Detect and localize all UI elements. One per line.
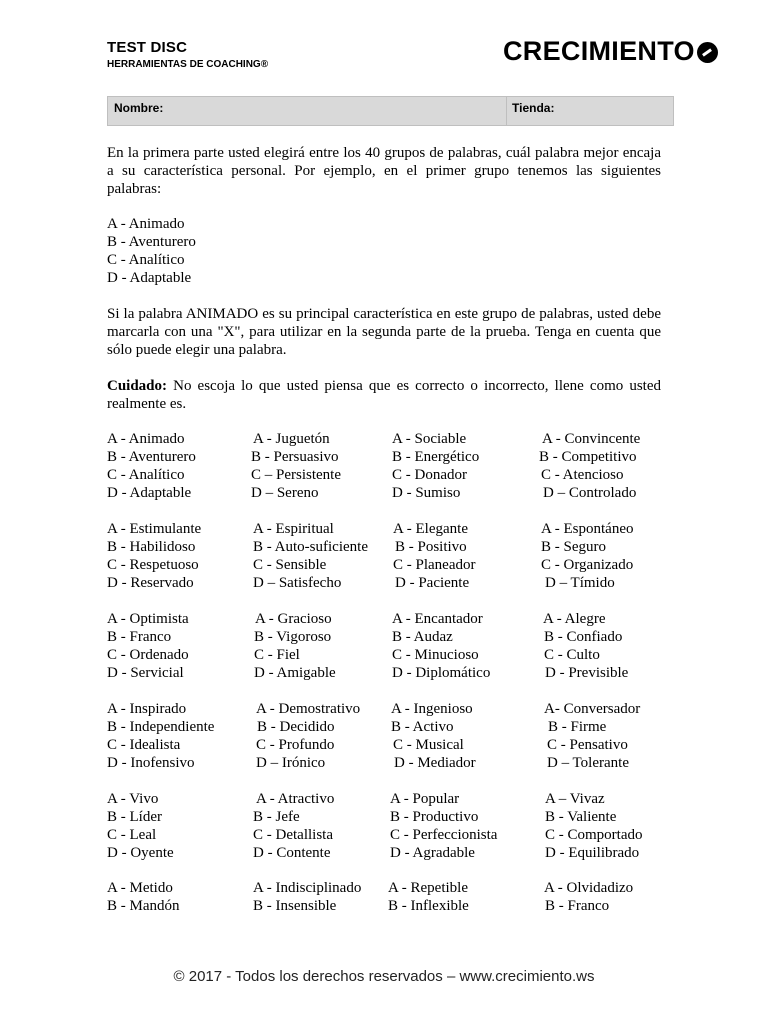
word-option: C - Perfeccionista bbox=[390, 827, 498, 843]
form-header-box bbox=[107, 96, 674, 126]
word-option: A - Sociable bbox=[392, 431, 467, 447]
word-option: D – Sereno bbox=[251, 485, 319, 501]
word-group bbox=[544, 700, 640, 772]
word-option: D - Sumiso bbox=[392, 485, 461, 501]
word-option: B - Audaz bbox=[392, 629, 453, 645]
document-subtitle: HERRAMIENTAS DE COACHING® bbox=[107, 59, 269, 70]
caution-label: Cuidado: bbox=[107, 378, 168, 394]
word-option: B - Valiente bbox=[545, 809, 617, 825]
example-item: A - Animado bbox=[107, 216, 185, 232]
word-group bbox=[392, 610, 490, 682]
word-option: C - Fiel bbox=[254, 647, 300, 663]
word-option: D - Reservado bbox=[107, 575, 194, 591]
caution-paragraph bbox=[107, 377, 661, 413]
brand-mark-icon bbox=[697, 42, 718, 63]
word-option: C - Pensativo bbox=[547, 737, 628, 753]
form-divider bbox=[506, 97, 507, 125]
word-option: C - Donador bbox=[392, 467, 467, 483]
brand-logo bbox=[503, 36, 718, 67]
word-option: B - Confiado bbox=[544, 629, 623, 645]
word-option: A - Animado bbox=[107, 431, 185, 447]
caution-text: No escoja lo que usted piensa que es correcto o incorrecto, llene como usted realmente es. bbox=[107, 378, 661, 412]
word-option: A - Gracioso bbox=[255, 611, 332, 627]
word-option: B - Energético bbox=[392, 449, 480, 465]
word-option: A - Espontáneo bbox=[541, 521, 634, 537]
store-field-label: Tienda: bbox=[512, 101, 555, 115]
word-option: C - Detallista bbox=[253, 827, 333, 843]
word-option: C – Persistente bbox=[251, 467, 341, 483]
word-option: C - Analítico bbox=[107, 467, 185, 483]
word-option: A - Inspirado bbox=[107, 701, 187, 717]
example-list bbox=[107, 215, 196, 287]
word-group bbox=[251, 430, 341, 502]
word-option: B - Líder bbox=[107, 809, 162, 825]
word-group bbox=[107, 790, 174, 862]
word-option: D - Adaptable bbox=[107, 485, 192, 501]
word-group bbox=[543, 610, 628, 682]
document-title: TEST DISC bbox=[107, 39, 188, 56]
word-option: C - Culto bbox=[544, 647, 600, 663]
word-option: D - Amigable bbox=[254, 665, 336, 681]
word-option: B - Productivo bbox=[390, 809, 479, 825]
word-option: B - Inflexible bbox=[388, 898, 469, 914]
word-group bbox=[107, 430, 196, 502]
word-option: B - Vigoroso bbox=[254, 629, 332, 645]
word-group bbox=[254, 610, 336, 682]
word-option: D - Inofensivo bbox=[107, 755, 195, 771]
word-option: D - Previsible bbox=[545, 665, 629, 681]
word-option: B - Auto-suficiente bbox=[253, 539, 368, 555]
word-option: A - Metido bbox=[107, 880, 173, 896]
word-group bbox=[391, 700, 476, 772]
example-item: B - Aventurero bbox=[107, 234, 196, 250]
name-field-label: Nombre: bbox=[114, 101, 164, 115]
word-option: D - Mediador bbox=[394, 755, 476, 771]
page-footer: © 2017 - Todos los derechos reservados – www.crecimiento.ws bbox=[173, 968, 595, 985]
word-option: C - Organizado bbox=[541, 557, 634, 573]
word-option: A - Juguetón bbox=[253, 431, 330, 447]
word-option: D – Irónico bbox=[256, 755, 326, 771]
word-option: A - Vivo bbox=[107, 791, 159, 807]
word-option: B - Decidido bbox=[257, 719, 335, 735]
brand-name: CRECIMIENTO bbox=[503, 36, 695, 66]
word-option: A - Encantador bbox=[392, 611, 483, 627]
word-option: A - Olvidadizo bbox=[544, 880, 634, 896]
word-option: B - Activo bbox=[391, 719, 454, 735]
word-option: A - Espiritual bbox=[253, 521, 334, 537]
word-option: A - Atractivo bbox=[256, 791, 335, 807]
word-group bbox=[390, 790, 497, 862]
word-option: A - Ingenioso bbox=[391, 701, 473, 717]
word-option: A - Popular bbox=[390, 791, 460, 807]
word-option: C - Sensible bbox=[253, 557, 327, 573]
word-option: C - Profundo bbox=[256, 737, 335, 753]
word-group bbox=[541, 520, 633, 592]
word-option: D - Agradable bbox=[390, 845, 475, 861]
word-group bbox=[107, 520, 201, 592]
word-group bbox=[393, 520, 475, 592]
word-group bbox=[107, 610, 189, 682]
word-option: A - Repetible bbox=[388, 880, 468, 896]
word-option: C - Idealista bbox=[107, 737, 181, 753]
word-group bbox=[545, 790, 643, 862]
word-option: D - Oyente bbox=[107, 845, 174, 861]
word-option: C - Planeador bbox=[393, 557, 476, 573]
word-option: D - Contente bbox=[253, 845, 331, 861]
word-option: A - Demostrativo bbox=[256, 701, 361, 717]
word-option: C - Leal bbox=[107, 827, 157, 843]
word-group bbox=[388, 879, 469, 915]
example-item: C - Analítico bbox=[107, 252, 185, 268]
intro-paragraph: En la primera parte usted elegirá entre los 40 grupos de palabras, cuál palabra mejor encaja a su característica personal. Por ejemplo, en el primer grupo tenemos las siguientes palabras: bbox=[107, 145, 661, 197]
word-option: B - Firme bbox=[548, 719, 607, 735]
word-option: D - Diplomático bbox=[392, 665, 491, 681]
word-option: B - Habilidoso bbox=[107, 539, 196, 555]
word-option: D - Equilibrado bbox=[545, 845, 640, 861]
word-option: D – Controlado bbox=[543, 485, 637, 501]
word-option: B - Competitivo bbox=[539, 449, 637, 465]
word-option: B - Jefe bbox=[253, 809, 300, 825]
word-group bbox=[253, 520, 368, 592]
word-option: A - Elegante bbox=[393, 521, 468, 537]
instruction-paragraph: Si la palabra ANIMADO es su principal característica en este grupo de palabras, usted debe marcarla con una "X", para utilizar en la segunda parte de la prueba. Tenga en cuenta que sólo puede elegir una palabra. bbox=[107, 306, 661, 358]
word-option: B - Insensible bbox=[253, 898, 337, 914]
word-option: D – Satisfecho bbox=[253, 575, 342, 591]
word-group bbox=[253, 879, 361, 915]
word-group bbox=[256, 700, 360, 772]
word-option: C - Minucioso bbox=[392, 647, 479, 663]
word-option: C - Comportado bbox=[545, 827, 643, 843]
word-option: B - Independiente bbox=[107, 719, 215, 735]
word-option: D - Servicial bbox=[107, 665, 184, 681]
word-group bbox=[539, 430, 640, 502]
word-option: B - Persuasivo bbox=[251, 449, 339, 465]
word-option: A - Estimulante bbox=[107, 521, 202, 537]
word-option: B - Franco bbox=[107, 629, 172, 645]
word-group bbox=[107, 700, 214, 772]
word-option: B - Aventurero bbox=[107, 449, 196, 465]
word-option: D – Tolerante bbox=[547, 755, 629, 771]
word-group bbox=[253, 790, 334, 862]
word-option: C - Atencioso bbox=[541, 467, 624, 483]
word-option: D – Tímido bbox=[545, 575, 615, 591]
word-option: B - Mandón bbox=[107, 898, 180, 914]
word-option: C - Musical bbox=[393, 737, 464, 753]
word-group bbox=[107, 879, 180, 915]
word-option: C - Respetuoso bbox=[107, 557, 199, 573]
word-option: A - Convincente bbox=[542, 431, 641, 447]
word-option: A - Alegre bbox=[543, 611, 606, 627]
word-option: A- Conversador bbox=[544, 701, 641, 717]
word-option: B - Franco bbox=[545, 898, 610, 914]
word-option: C - Ordenado bbox=[107, 647, 189, 663]
word-option: B - Positivo bbox=[395, 539, 467, 555]
word-option: A - Optimista bbox=[107, 611, 189, 627]
word-option: A - Indisciplinado bbox=[253, 880, 362, 896]
word-option: A – Vivaz bbox=[545, 791, 605, 807]
word-option: D - Paciente bbox=[395, 575, 470, 591]
example-item: D - Adaptable bbox=[107, 270, 192, 286]
word-group bbox=[392, 430, 479, 502]
word-option: B - Seguro bbox=[541, 539, 606, 555]
word-group bbox=[544, 879, 633, 915]
